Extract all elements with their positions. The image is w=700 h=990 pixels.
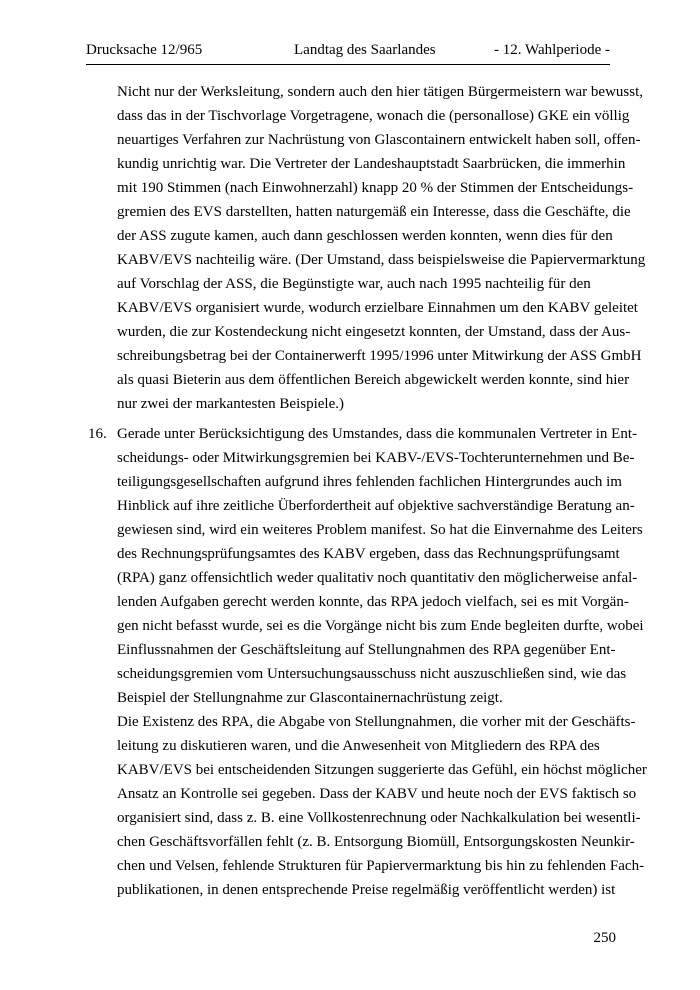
text-line: gremien des EVS darstellten, hatten naturgemäß ein Interesse, dass die Geschäfte, die: [117, 204, 631, 220]
text-line: scheidungs- oder Mitwirkungsgremien bei KABV-/EVS-Tochterunternehmen und Be-: [117, 450, 635, 466]
text-line: des Rechnungsprüfungsamtes des KABV ergeben, dass das Rechnungsprüfungsamt: [117, 546, 620, 562]
page-number: 250: [593, 930, 616, 946]
document-number: Drucksache 12/965: [86, 42, 203, 58]
text-line: publikationen, in denen entsprechende Preise regelmäßig veröffentlicht werden) ist: [117, 882, 616, 898]
text-line: Einflussnahmen der Geschäftsleitung auf Stellungnahmen des RPA gegenüber Ent-: [117, 642, 616, 658]
text-line: scheidungsgremien vom Untersuchungsausschuss nicht auszuschließen sind, wie das: [117, 666, 627, 682]
text-line: der ASS zugute kamen, auch dann geschlossen werden konnten, wenn dies für den: [117, 228, 613, 244]
text-line: Die Existenz des RPA, die Abgabe von Stellungnahmen, die vorher mit der Geschäfts-: [117, 714, 636, 730]
text-line: chen Geschäftsvorfällen fehlt (z. B. Entsorgung Biomüll, Entsorgungskosten Neunkir-: [117, 834, 635, 850]
text-line: als quasi Bieterin aus dem öffentlichen Bereich abgewickelt werden konnte, sind hier: [117, 372, 630, 388]
text-line: dass das in der Tischvorlage Vorgetragene, wonach die (personallose) GKE ein völlig: [117, 108, 630, 124]
text-line: gewiesen sind, wird ein weiteres Problem manifest. So hat die Einvernahme des Leiters: [117, 522, 643, 538]
text-line: auf Vorschlag der ASS, die Begünstigte war, auch nach 1995 nachteilig für den: [117, 276, 591, 292]
text-line: (RPA) ganz offensichtlich weder qualitativ noch quantitativ den möglicherweise anfal-: [117, 570, 638, 586]
text-line: KABV/EVS bei entscheidenden Sitzungen suggerierte das Gefühl, ein höchst möglicher: [117, 762, 647, 778]
paragraph-intro: [117, 80, 646, 416]
parliament-name: Landtag des Saarlandes: [294, 42, 436, 58]
text-line: mit 190 Stimmen (nach Einwohnerzahl) knapp 20 % der Stimmen der Entscheidungs-: [117, 180, 634, 196]
text-line: lenden Aufgaben gerecht werden konnte, das RPA jedoch vielfach, sei es mit Vorgän-: [117, 594, 629, 610]
text-line: organisiert sind, dass z. B. eine Vollkostenrechnung oder Nachkalkulation bei wesentli-: [117, 810, 641, 826]
text-line: Ansatz an Kontrolle sei gegeben. Dass der KABV und heute noch der EVS faktisch so: [117, 786, 637, 802]
text-line: Hinblick auf ihre zeitliche Überfordertheit auf objektive sachverständige Beratung an-: [117, 498, 635, 514]
text-line: schreibungsbetrag bei der Containerwerft 1995/1996 unter Mitwirkung der ASS GmbH: [117, 348, 642, 364]
text-line: neuartiges Verfahren zur Nachrüstung von Glascontainern entwickelt haben soll, offen-: [117, 132, 641, 148]
text-line: nur zwei der markantesten Beispiele.): [117, 396, 344, 412]
text-line: leitung zu diskutieren waren, und die Anwesenheit von Mitgliedern des RPA des: [117, 738, 600, 754]
text-line: wurden, die zur Kostendeckung nicht eingesetzt konnten, der Umstand, dass der Aus-: [117, 324, 631, 340]
paragraph-section-16: [117, 422, 647, 902]
legislative-period: - 12. Wahlperiode -: [494, 42, 610, 58]
text-line: KABV/EVS organisiert wurde, wodurch erzielbare Einnahmen um den KABV geleitet: [117, 300, 638, 316]
text-line: kundig unrichtig war. Die Vertreter der Landeshauptstadt Saarbrücken, die immerhin: [117, 156, 626, 172]
text-line: Nicht nur der Werksleitung, sondern auch den hier tätigen Bürgermeistern war bewusst,: [117, 84, 644, 100]
text-line: KABV/EVS nachteilig wäre. (Der Umstand, dass beispielsweise die Papiervermarktung: [117, 252, 646, 268]
text-line: chen und Velsen, fehlende Strukturen für Papiervermarktung bis hin zu fehlenden Fach-: [117, 858, 645, 874]
text-line: teiligungsgesellschaften aufgrund ihres fehlenden fachlichen Hintergrundes auch im: [117, 474, 622, 490]
text-line: gen nicht befasst wurde, sei es die Vorgänge nicht bis zum Ende begleiten durfte, wobei: [117, 618, 644, 634]
text-line: Gerade unter Berücksichtigung des Umstandes, dass die kommunalen Vertreter in Ent-: [117, 426, 637, 442]
section-number: 16.: [88, 426, 107, 442]
page-header: [86, 42, 610, 65]
text-line: Beispiel der Stellungnahme zur Glascontainernachrüstung zeigt.: [117, 690, 503, 706]
